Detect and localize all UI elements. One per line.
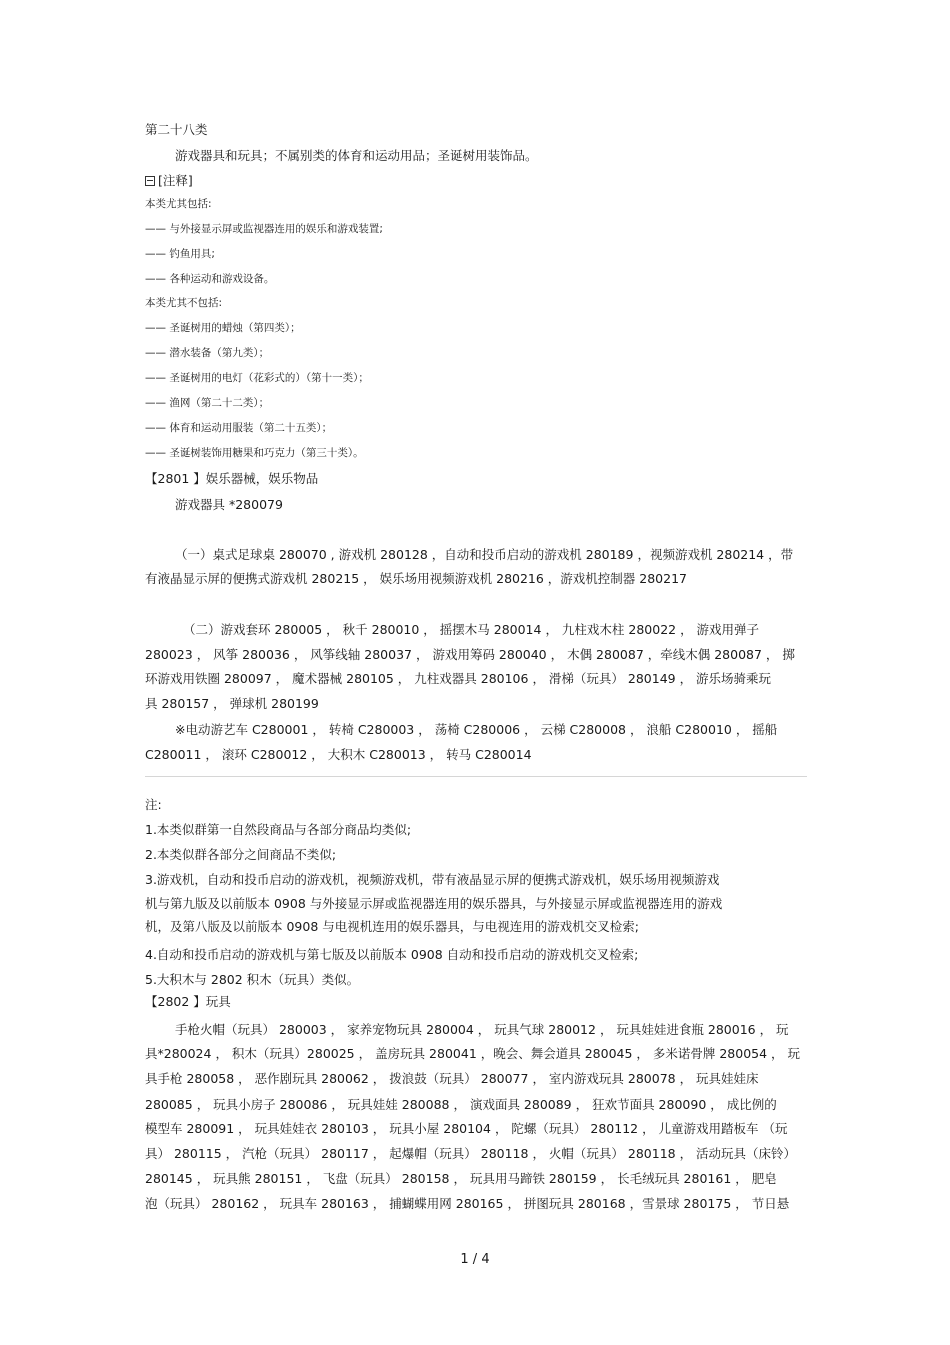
notes-line: —— 各种运动和游戏设备。 <box>145 273 275 285</box>
group-2801-heading: 【2801 】娱乐器械，娱乐物品 <box>145 471 319 486</box>
paragraph-line: 具*280024 ， 积木（玩具）280025 ， 盖房玩具 280041 ，晚会、舞会道具 280045 ， 多米诺骨牌 280054 ， 玩 <box>145 1046 801 1061</box>
notes-toggle-label: [注释] <box>158 173 193 188</box>
notes-line: 本类尤其不包括: <box>145 297 223 309</box>
class-title: 第二十八类 <box>145 122 208 137</box>
paragraph-line: （一）桌式足球桌 280070 , 游戏机 280128 ，自动和投币启动的游戏机 280189 ，视频游戏机 280214 ，带 <box>175 547 794 562</box>
paragraph-line: 手枪火帽（玩具） 280003 ， 家养宠物玩具 280004 ， 玩具气球 280012 ， 玩具娃娃进食瓶 280016 ， 玩 <box>175 1022 789 1037</box>
page-number: 1 / 4 <box>460 1252 490 1267</box>
note-label: 注: <box>145 797 162 812</box>
note-item: 3.游戏机，自动和投币启动的游戏机，视频游戏机，带有液晶显示屏的便携式游戏机，娱乐场用视频游戏 <box>145 872 720 887</box>
divider <box>145 776 807 777</box>
notes-line: —— 渔网（第二十二类）； <box>145 397 270 409</box>
paragraph-line: 模型车 280091 ， 玩具娃娃衣 280103 ， 玩具小屋 280104 ， 陀螺（玩具） 280112 ， 儿童游戏用踏板车 （玩 <box>145 1121 788 1136</box>
paragraph-line: 280023 ， 风筝 280036 ， 风筝线轴 280037 ， 游戏用筹码 280040 ， 木偶 280087 ，牵线木偶 280087 ， 掷 <box>145 647 795 662</box>
paragraph-line: （二）游戏套环 280005 ， 秋千 280010 ， 摇摆木马 280014 ， 九柱戏木柱 280022 ， 游戏用弹子 <box>183 622 760 637</box>
note-item: 机与第九版及以前版本 0908 与外接显示屏或监视器连用的娱乐器具，与外接显示屏或监视器连用的游戏 <box>145 896 723 911</box>
group-2802-heading: 【2802 】玩具 <box>145 994 231 1009</box>
paragraph-line: 具 280157 ， 弹球机 280199 <box>145 696 319 711</box>
paragraph-line: 280145 ， 玩具熊 280151 ， 飞盘（玩具） 280158 ， 玩具用马蹄铁 280159 ， 长毛绒玩具 280161 ， 肥皂 <box>145 1171 777 1186</box>
note-item: 4.自动和投币启动的游戏机与第七版及以前版本 0908 自动和投币启动的游戏机交叉检索; <box>145 947 639 962</box>
paragraph-line: ※电动游艺车 C280001 ， 转椅 C280003 ， 荡椅 C280006 ， 云梯 C280008 ， 浪船 C280010 ， 摇船 <box>175 722 778 737</box>
note-item: 5.大积木与 2802 积木（玩具）类似。 <box>145 972 360 987</box>
notes-line: —— 钓鱼用具; <box>145 248 215 260</box>
notes-line: 本类尤其包括: <box>145 198 212 210</box>
note-item: 2.本类似群各部分之间商品不类似; <box>145 847 337 862</box>
collapse-icon[interactable] <box>145 176 155 186</box>
notes-line: —— 潜水装备（第九类）； <box>145 347 270 359</box>
paragraph-line: 具） 280115 ， 汽枪（玩具） 280117 ， 起爆帽（玩具） 280118 ， 火帽（玩具） 280118 ， 活动玩具（床铃） <box>145 1146 797 1161</box>
paragraph-line: 280085 ， 玩具小房子 280086 ， 玩具娃娃 280088 ， 演戏面具 280089 ， 狂欢节面具 280090 ， 成比例的 <box>145 1097 777 1112</box>
paragraph-line: 泡（玩具） 280162 ， 玩具车 280163 ， 捕蝴蝶用网 280165 ， 拼图玩具 280168 ，雪景球 280175 ， 节日悬 <box>145 1196 790 1211</box>
notes-line: —— 圣诞树用的电灯（花彩式的）（第十一类）； <box>145 372 369 384</box>
notes-line: —— 体育和运动用服装（第二十五类）； <box>145 422 333 434</box>
paragraph-line: C280011 ， 滚环 C280012 ， 大积木 C280013 ， 转马 C280014 <box>145 747 532 762</box>
note-item: 1.本类似群第一自然段商品与各部分商品均类似; <box>145 822 412 837</box>
notes-line: —— 圣诞树用的蜡烛（第四类）； <box>145 322 301 334</box>
class-description: 游戏器具和玩具；不属别类的体育和运动用品；圣诞树用装饰品。 <box>175 148 538 163</box>
paragraph-line: 具手枪 280058 ， 恶作剧玩具 280062 ， 拨浪鼓（玩具） 280077 ， 室内游戏玩具 280078 ， 玩具娃娃床 <box>145 1071 759 1086</box>
paragraph-line: 环游戏用铁圈 280097 ， 魔术器械 280105 ， 九柱戏器具 280106 ， 滑梯（玩具） 280149 ， 游乐场骑乘玩 <box>145 671 772 686</box>
note-item: 机，及第八版及以前版本 0908 与电视机连用的娱乐器具，与电视连用的游戏机交叉检索; <box>145 919 639 934</box>
paragraph-line: 有液晶显示屏的便携式游戏机 280215 ， 娱乐场用视频游戏机 280216 ，游戏机控制器 280217 <box>145 571 687 586</box>
notes-line: —— 圣诞树装饰用糖果和巧克力（第三十类）。 <box>145 447 364 459</box>
notes-header[interactable] <box>145 171 193 189</box>
group-2801-item: 游戏器具 *280079 <box>175 497 283 512</box>
notes-line: —— 与外接显示屏或监视器连用的娱乐和游戏装置; <box>145 223 383 235</box>
